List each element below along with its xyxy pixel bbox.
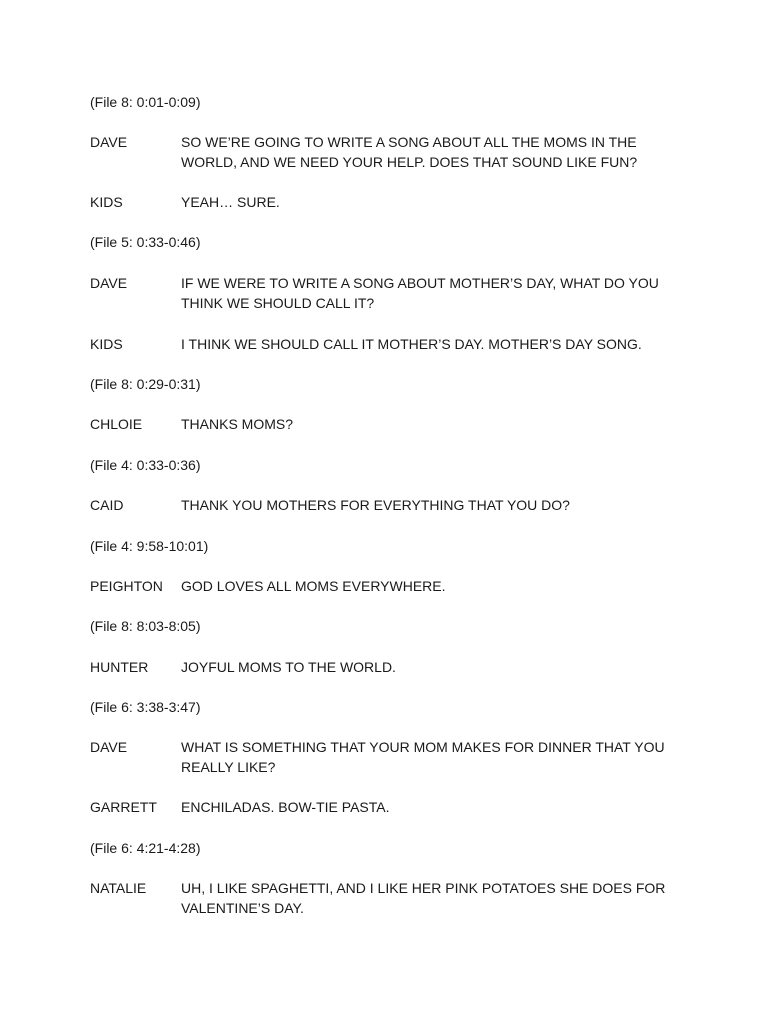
speech-text: IF WE WERE TO WRITE A SONG ABOUT MOTHER’S DAY, WHAT DO YOU THINK WE SHOULD CALL IT? [181, 275, 659, 311]
speaker-name: KIDS [90, 336, 123, 352]
file-reference: (File 6: 3:38-3:47) [90, 699, 201, 715]
speaker-name: PEIGHTON [90, 578, 163, 594]
speech-text: UH, I LIKE SPAGHETTI, AND I LIKE HER PINK POTATOES SHE DOES FOR VALENTINE’S DAY. [181, 880, 666, 916]
speech-text: GOD LOVES ALL MOMS EVERYWHERE. [181, 578, 446, 594]
speech-text: THANK YOU MOTHERS FOR EVERYTHING THAT YOU DO? [181, 497, 570, 513]
speaker-name: KIDS [90, 194, 123, 210]
speech-text: ENCHILADAS. BOW-TIE PASTA. [181, 799, 390, 815]
speaker-name: DAVE [90, 134, 128, 150]
speech-text: I THINK WE SHOULD CALL IT MOTHER’S DAY. MOTHER’S DAY SONG. [181, 336, 642, 352]
file-reference: (File 8: 8:03-8:05) [90, 618, 201, 634]
file-reference: (File 5: 0:33-0:46) [90, 234, 201, 250]
speech-text: WHAT IS SOMETHING THAT YOUR MOM MAKES FOR DINNER THAT YOU REALLY LIKE? [181, 739, 665, 775]
file-reference: (File 8: 0:29-0:31) [90, 376, 201, 392]
speaker-name: CAID [90, 497, 124, 513]
speaker-name: GARRETT [90, 799, 157, 815]
file-reference: (File 4: 0:33-0:36) [90, 457, 201, 473]
file-reference: (File 8: 0:01-0:09) [90, 94, 201, 110]
file-reference: (File 6: 4:21-4:28) [90, 840, 201, 856]
speaker-name: DAVE [90, 739, 128, 755]
file-reference: (File 4: 9:58-10:01) [90, 538, 209, 554]
speech-text: SO WE’RE GOING TO WRITE A SONG ABOUT ALL THE MOMS IN THE WORLD, AND WE NEED YOUR HELP. DOES THAT SOUND LIKE FUN? [181, 134, 638, 170]
speaker-name: CHLOIE [90, 416, 143, 432]
speech-text: YEAH… SURE. [181, 194, 280, 210]
speaker-name: NATALIE [90, 880, 147, 896]
speaker-name: HUNTER [90, 659, 149, 675]
speaker-name: DAVE [90, 275, 128, 291]
speech-text: THANKS MOMS? [181, 416, 294, 432]
speech-text: JOYFUL MOMS TO THE WORLD. [181, 659, 396, 675]
